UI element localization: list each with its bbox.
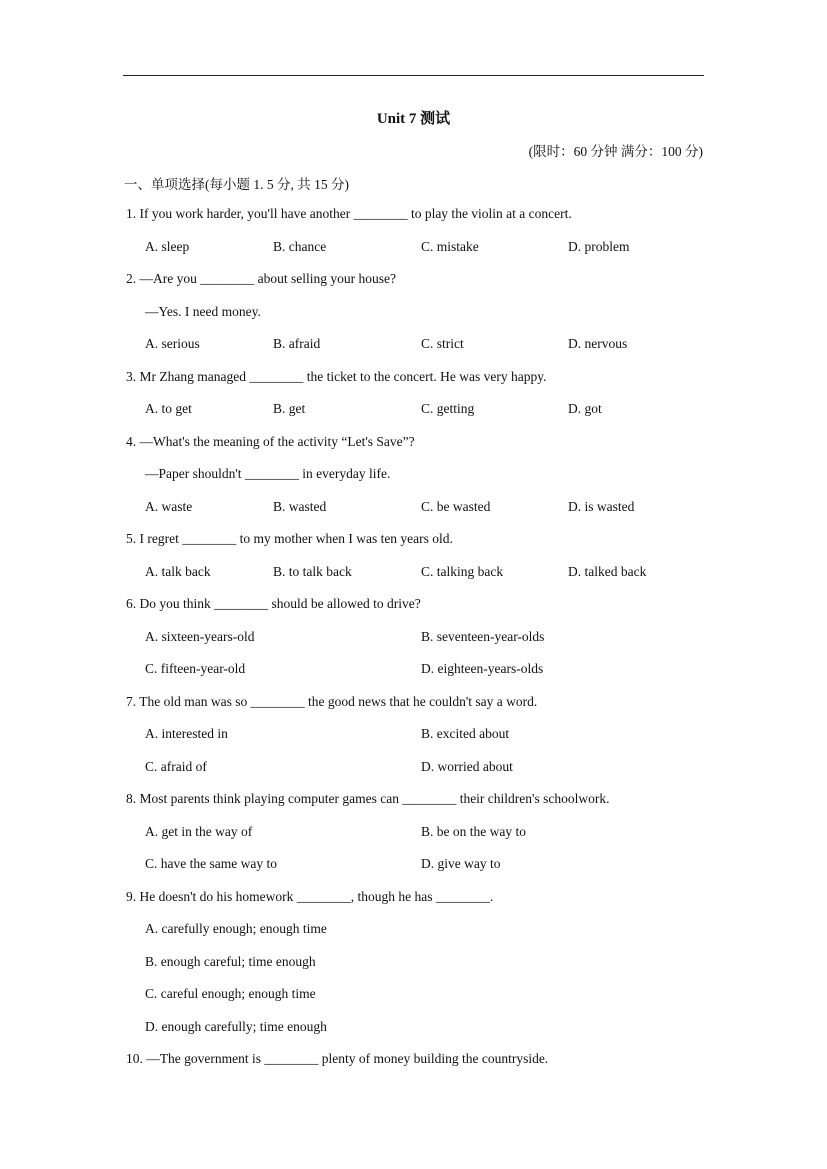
question-1-option-c[interactable]: C. mistake <box>421 239 479 254</box>
question-5-option-c[interactable]: C. talking back <box>421 564 504 579</box>
question-7-option-c[interactable]: C. afraid of <box>145 759 207 774</box>
question-8-option-a[interactable]: A. get in the way of <box>145 824 253 839</box>
question-9-stem: 9. He doesn't do his homework ________, though he has ________. <box>126 889 494 904</box>
question-4-option-c[interactable]: C. be wasted <box>421 499 491 514</box>
question-3-option-a[interactable]: A. to get <box>145 401 192 416</box>
question-2-option-a[interactable]: A. serious <box>145 336 200 351</box>
question-8-option-d[interactable]: D. give way to <box>421 856 501 871</box>
question-5-option-d[interactable]: D. talked back <box>568 564 647 579</box>
question-3-stem: 3. Mr Zhang managed ________ the ticket to the concert. He was very happy. <box>126 369 547 384</box>
question-6-option-c[interactable]: C. fifteen-year-old <box>145 661 246 676</box>
question-3-option-c[interactable]: C. getting <box>421 401 475 416</box>
question-4-option-b[interactable]: B. wasted <box>273 499 327 514</box>
section-heading: 一、单项选择(每小题 1. 5 分, 共 15 分) <box>124 177 349 192</box>
question-1-option-a[interactable]: A. sleep <box>145 239 190 254</box>
question-1-option-b[interactable]: B. chance <box>273 239 327 254</box>
question-4-option-d[interactable]: D. is wasted <box>568 499 635 514</box>
question-1-stem: 1. If you work harder, you'll have another ________ to play the violin at a concert. <box>126 206 572 221</box>
question-3-option-b[interactable]: B. get <box>273 401 306 416</box>
question-6-option-b[interactable]: B. seventeen-year-olds <box>421 629 545 644</box>
question-2-stem: 2. —Are you ________ about selling your house? <box>126 271 396 286</box>
question-4-stem: 4. —What's the meaning of the activity “Let's Save”? <box>126 434 415 449</box>
question-2-reply: —Yes. I need money. <box>145 304 261 319</box>
question-5-stem: 5. I regret ________ to my mother when I was ten years old. <box>126 531 453 546</box>
question-8-option-c[interactable]: C. have the same way to <box>145 856 277 871</box>
question-9-option-c[interactable]: C. careful enough; enough time <box>145 986 316 1001</box>
question-5-option-b[interactable]: B. to talk back <box>273 564 352 579</box>
question-1-option-d[interactable]: D. problem <box>568 239 630 254</box>
question-4-option-a[interactable]: A. waste <box>145 499 193 514</box>
question-6-option-d[interactable]: D. eighteen-years-olds <box>421 661 544 676</box>
question-2-option-b[interactable]: B. afraid <box>273 336 321 351</box>
question-7-option-d[interactable]: D. worried about <box>421 759 513 774</box>
question-4-reply: —Paper shouldn't ________ in everyday life. <box>145 466 391 481</box>
time-limit: (限时：60 分钟 满分：100 分) <box>528 144 703 159</box>
question-6-stem: 6. Do you think ________ should be allowed to drive? <box>126 596 421 611</box>
question-5-option-a[interactable]: A. talk back <box>145 564 211 579</box>
question-2-option-c[interactable]: C. strict <box>421 336 464 351</box>
question-7-stem: 7. The old man was so ________ the good news that he couldn't say a word. <box>126 694 538 709</box>
question-9-option-b[interactable]: B. enough careful; time enough <box>145 954 316 969</box>
question-8-option-b[interactable]: B. be on the way to <box>421 824 526 839</box>
question-7-option-b[interactable]: B. excited about <box>421 726 510 741</box>
question-9-option-d[interactable]: D. enough carefully; time enough <box>145 1019 327 1034</box>
question-8-stem: 8. Most parents think playing computer games can ________ their children's schoolwork. <box>126 791 610 806</box>
question-10-stem: 10. —The government is ________ plenty of money building the countryside. <box>126 1051 549 1066</box>
question-2-option-d[interactable]: D. nervous <box>568 336 628 351</box>
page-title: Unit 7 测试 <box>376 111 451 127</box>
header-rule <box>123 75 704 76</box>
question-3-option-d[interactable]: D. got <box>568 401 602 416</box>
question-7-option-a[interactable]: A. interested in <box>145 726 228 741</box>
question-6-option-a[interactable]: A. sixteen-years-old <box>145 629 255 644</box>
question-9-option-a[interactable]: A. carefully enough; enough time <box>145 921 327 936</box>
